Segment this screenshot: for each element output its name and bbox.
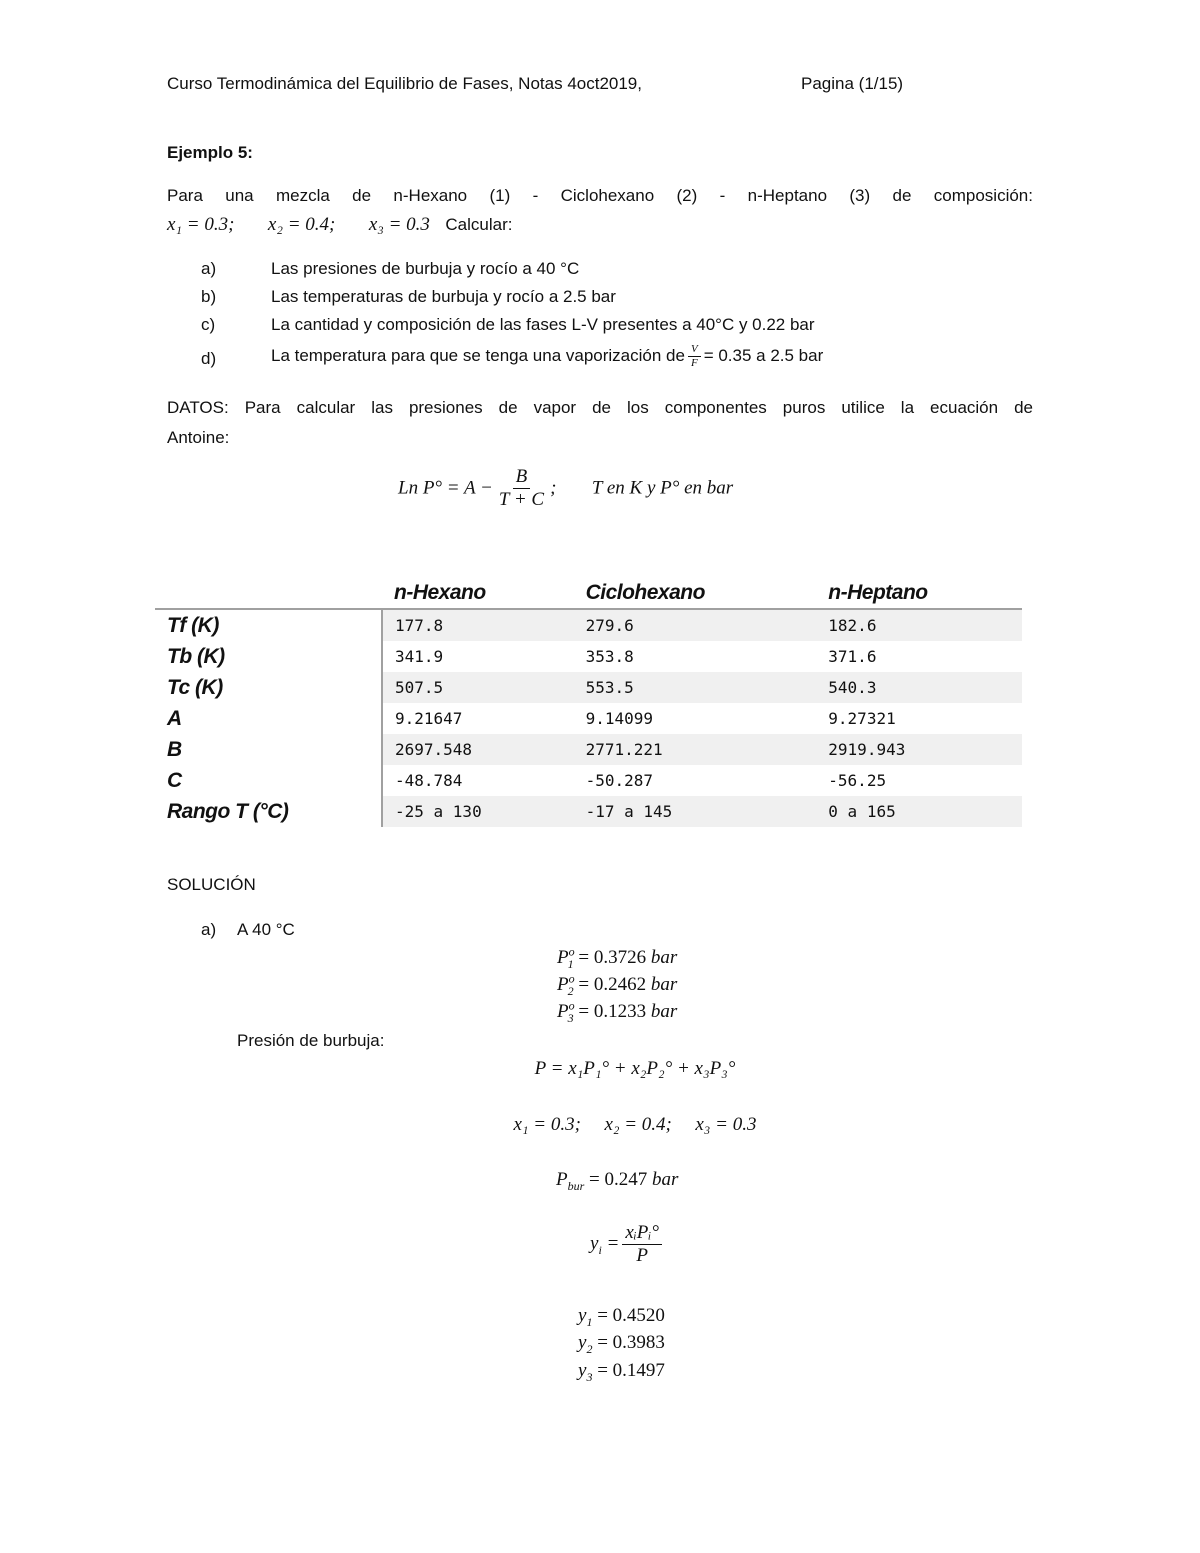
table-row [155, 609, 1022, 641]
table-cell: 9.21647 [395, 709, 463, 728]
fraction-denominator: F [690, 356, 698, 369]
pbur-unit: bar [652, 1169, 679, 1190]
list-item-text [271, 343, 823, 369]
page-number: Pagina (1/15) [801, 74, 904, 93]
list-item-letter: b) [201, 287, 217, 306]
yi-lhs: y [590, 1233, 599, 1255]
antoine-numerator: B [513, 466, 531, 489]
list-item-text: La cantidad y composición de las fases L-V presentes a 40°C y 0.22 bar [271, 315, 815, 334]
yi-numerator: xᵢPᵢ° [622, 1222, 662, 1245]
bubble-compositions [400, 1114, 870, 1136]
composition-x1: x₁ = 0.3; [513, 1114, 581, 1135]
antoine-lhs: Ln P° = A − [398, 477, 493, 499]
list-item [201, 315, 1021, 343]
question-list [201, 259, 1021, 379]
antoine-equation [398, 466, 733, 511]
pvap-value: = 0.3726 [578, 947, 647, 968]
y-sub: 3 [586, 1369, 593, 1384]
table-row [155, 796, 1022, 827]
row-label: Tb (K) [155, 641, 382, 672]
y-value-2: $y_2 = 0.3983$ [578, 1332, 665, 1356]
row-label: A [155, 703, 382, 734]
y-value-3: $y_3 = 0.1497$ [578, 1360, 665, 1384]
list-item-letter: d) [201, 349, 217, 368]
example-title: Ejemplo 5: [167, 143, 253, 162]
y-sub: 2 [586, 1341, 593, 1356]
table-cell: 2919.943 [816, 734, 1022, 765]
table-cell: 553.5 [574, 672, 817, 703]
composition-x3: x₃ = 0.3 [368, 214, 430, 235]
table-cell: 9.14099 [585, 709, 653, 728]
list-item [201, 343, 1021, 379]
table-cell: -17 a 145 [574, 796, 817, 827]
pvap-1: $P^o_1 = 0.3726$ bar [557, 944, 678, 971]
antoine-units: T en K y P° en bar [591, 477, 734, 499]
table-header-n-hexano: n-Hexano [382, 578, 574, 609]
table-cell: 341.9 [395, 647, 444, 666]
table-row [155, 672, 1022, 703]
list-item-text: Las temperaturas de burbuja y rocío a 2.5 bar [271, 287, 616, 306]
y-value: = 0.4520 [597, 1305, 665, 1326]
pvap-unit: bar [650, 1001, 678, 1022]
y-value: = 0.1497 [597, 1360, 665, 1381]
vaporization-value: = 0.35 a 2.5 bar [703, 346, 824, 366]
table-cell: -48.784 [395, 771, 463, 790]
composition-x2: x₂ = 0.4; [604, 1114, 672, 1135]
intro-compositions [167, 214, 513, 236]
part-a-letter: a) [201, 920, 217, 939]
table-row [155, 765, 1022, 796]
composition-x3: x₃ = 0.3 [695, 1114, 757, 1135]
list-item-text: Las presiones de burbuja y rocío a 40 °C [271, 259, 580, 278]
intro-line: Para una mezcla de n-Hexano (1) - Ciclohexano (2) - n-Heptano (3) de composición: [167, 186, 1033, 205]
bubble-pressure-label: Presión de burbuja: [237, 1031, 385, 1050]
table-row [155, 734, 1022, 765]
solution-title: SOLUCIÓN [167, 875, 256, 894]
table-header-ciclohexano: Ciclohexano [574, 578, 817, 609]
pvap-sub: 1 [567, 956, 574, 971]
table-cell: 9.27321 [828, 709, 896, 728]
row-label: C [155, 765, 382, 796]
pvap-value: = 0.2462 [578, 974, 647, 995]
list-item-letter: a) [201, 259, 217, 278]
vaporization-fraction [688, 343, 701, 369]
pvap-unit: bar [650, 947, 678, 968]
table-cell: 371.6 [828, 647, 877, 666]
yi-denominator: P [636, 1244, 648, 1266]
y-value-1: $y_1 = 0.4520$ [578, 1305, 665, 1329]
part-a-text: A 40 °C [237, 920, 295, 939]
table-cell: 507.5 [382, 672, 574, 703]
y-sub: 1 [586, 1314, 593, 1329]
list-item-letter: c) [201, 315, 216, 334]
bubble-pressure-equation: P = x₁P₁° + x₂P₂° + x₃P₃° [534, 1058, 736, 1079]
list-item [201, 287, 1021, 315]
vaporization-text: La temperatura para que se tenga una vaporización de [271, 346, 685, 366]
calcular-label: Calcular: [445, 215, 513, 234]
yi-formula: $y_i$ = $\frac{\text{xᵢPᵢ°}}{P}$ [590, 1222, 665, 1267]
table-cell: 182.6 [816, 609, 1022, 641]
antoine-constants-table [155, 578, 1022, 827]
composition-x1: x₁ = 0.3; [167, 214, 235, 235]
table-header-empty [155, 578, 382, 609]
table-row [155, 703, 1022, 734]
row-label: Tc (K) [155, 672, 382, 703]
table-cell: -50.287 [585, 771, 653, 790]
table-cell: -25 a 130 [382, 796, 574, 827]
antoine-denominator: T + C [498, 488, 545, 510]
pbur-sub: bur [567, 1178, 585, 1193]
pvap-sub: 3 [567, 1010, 574, 1025]
row-label: B [155, 734, 382, 765]
table-row [155, 641, 1022, 672]
pvap-2: $P^o_2 = 0.2462$ bar [557, 971, 678, 998]
yi-fraction [622, 1222, 662, 1267]
pvap-sub: 2 [567, 983, 574, 998]
datos-antoine-label: Antoine: [167, 428, 230, 447]
antoine-fraction [496, 466, 547, 511]
table-cell: 353.8 [585, 647, 634, 666]
row-label: Rango T (°C) [155, 796, 382, 827]
fraction-numerator: V [688, 343, 701, 357]
table-header-row [155, 578, 1022, 609]
table-cell: 2771.221 [574, 734, 817, 765]
page-header [167, 74, 642, 94]
table-cell: -56.25 [828, 771, 887, 790]
bubble-pressure-result: $P_{bur} = 0.247$ bar [556, 1169, 679, 1193]
pvap-value: = 0.1233 [578, 1001, 647, 1022]
table-cell: 540.3 [816, 672, 1022, 703]
pvap-3: $P^o_3 = 0.1233$ bar [557, 998, 678, 1025]
antoine-separator: ; [550, 477, 557, 499]
datos-line: DATOS: Para calcular las presiones de vapor de los componentes puros utilice la ecuación de [167, 398, 1033, 417]
row-label: Tf (K) [155, 609, 382, 641]
pvap-unit: bar [650, 974, 678, 995]
table-cell: 2697.548 [382, 734, 574, 765]
y-value: = 0.3983 [597, 1332, 665, 1353]
composition-x2: x₂ = 0.4; [267, 214, 336, 235]
header-course-title: Curso Termodinámica del Equilibrio de Fases, Notas 4oct2019, [167, 74, 642, 93]
table-cell: 177.8 [382, 609, 574, 641]
table-cell: 0 a 165 [816, 796, 1022, 827]
table-cell: 279.6 [574, 609, 817, 641]
table-header-n-heptano: n-Heptano [816, 578, 1022, 609]
pbur-value: = 0.247 [589, 1169, 648, 1190]
list-item [201, 259, 1021, 287]
